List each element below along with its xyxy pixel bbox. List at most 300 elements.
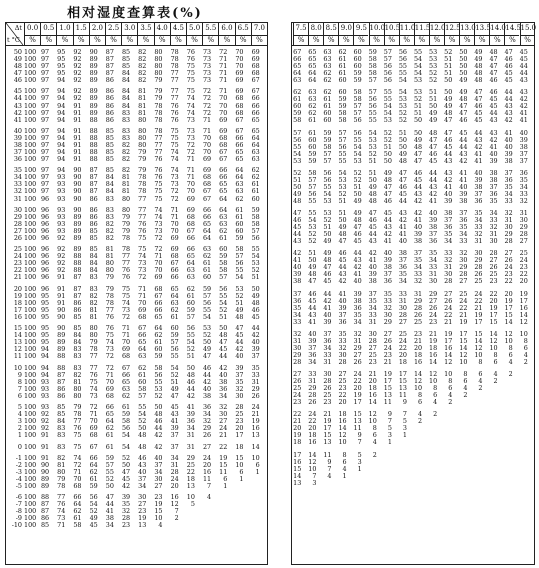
humidity-cell: 37 xyxy=(444,216,453,225)
humidity-cell: 64 xyxy=(105,417,114,426)
row-block xyxy=(6,325,267,360)
humidity-cell: 77 xyxy=(138,194,147,203)
humidity-cell: 53 xyxy=(413,76,423,85)
humidity-cell: 79 xyxy=(57,474,66,483)
row-block xyxy=(6,444,267,451)
humidity-cell: 57 xyxy=(170,338,179,347)
humidity-cell: 21 xyxy=(474,303,483,312)
humidity-cell: 52 xyxy=(154,391,163,400)
humidity-cell: 24 xyxy=(444,303,453,312)
humidity-cell: 75 xyxy=(73,442,82,451)
humidity-cell: 56 xyxy=(398,55,407,64)
humidity-cell: 46 xyxy=(398,182,407,191)
humidity-cell: 6 xyxy=(418,398,423,407)
humidity-cell: 45 xyxy=(398,189,407,198)
humidity-cell: 47 xyxy=(429,135,438,144)
humidity-cell: 44 xyxy=(105,500,114,509)
humidity-cell: 32 xyxy=(202,417,212,426)
humidity-cell: 81 xyxy=(89,305,98,314)
humidity-cell: 30 xyxy=(154,474,163,483)
humidity-cell: 41 xyxy=(459,168,468,177)
humidity-cell: 51 xyxy=(235,298,244,307)
humidity-cell: 71 xyxy=(186,166,195,175)
humidity-cell: 8 xyxy=(463,370,468,378)
humidity-cell: 50 xyxy=(459,69,468,78)
column-header xyxy=(323,23,338,45)
humidity-cell: 86 xyxy=(89,194,98,203)
humidity-cell: 100 xyxy=(24,133,37,142)
humidity-cell: 61 xyxy=(308,116,317,125)
temperature-cell: 7 xyxy=(17,384,22,393)
humidity-cell: 59 xyxy=(219,252,228,261)
humidity-cell: 89 xyxy=(73,212,82,221)
humidity-cell: 49 xyxy=(459,88,468,97)
humidity-cell: 96 xyxy=(40,226,50,235)
humidity-cell: 8 xyxy=(508,343,513,352)
humidity-cell: 70 xyxy=(121,338,131,347)
humidity-cell: 52 xyxy=(235,291,244,300)
humidity-cell: 72 xyxy=(105,352,114,361)
humidity-cell: 85 xyxy=(89,226,98,235)
table-row xyxy=(292,117,534,124)
humidity-cell: 60 xyxy=(154,345,163,354)
humidity-cell: 60 xyxy=(235,226,244,235)
humidity-cell: 8 xyxy=(478,357,483,366)
humidity-cell: 23 xyxy=(383,350,392,359)
humidity-cell: 61 xyxy=(73,514,82,523)
humidity-cell: 21 xyxy=(293,417,302,426)
humidity-cell: 52 xyxy=(353,175,362,184)
humidity-cell: 37 xyxy=(429,230,438,239)
humidity-cell: 35 xyxy=(293,303,302,312)
humidity-cell: 39 xyxy=(186,410,195,419)
humidity-cell: 86 xyxy=(89,205,98,214)
humidity-cell: 58 xyxy=(219,259,228,268)
humidity-cell: 61 xyxy=(105,442,114,451)
humidity-cell: 10 xyxy=(459,357,468,366)
humidity-cell: 43 xyxy=(368,237,377,246)
humidity-cell: 30 xyxy=(459,256,468,265)
humidity-cell: 38 xyxy=(202,391,212,400)
humidity-cell: 23 xyxy=(138,507,147,516)
humidity-cell: 71 xyxy=(219,76,228,85)
column-header xyxy=(474,23,489,45)
humidity-cell: 63 xyxy=(170,298,179,307)
humidity-cell: 10 xyxy=(489,343,498,352)
humidity-cell: 66 xyxy=(89,453,98,462)
humidity-cell: 42 xyxy=(383,230,392,239)
humidity-cell: 73 xyxy=(138,259,147,268)
humidity-cell: 45 xyxy=(383,209,392,217)
humidity-cell: 39 xyxy=(504,149,513,158)
delta-value: 4.0 xyxy=(156,24,168,32)
humidity-cell: 53 xyxy=(154,384,163,393)
humidity-cell: 24 xyxy=(353,370,362,378)
humidity-cell: 73 xyxy=(89,391,98,400)
humidity-cell: 37 xyxy=(170,431,179,440)
humidity-cell: 31 xyxy=(413,289,423,298)
humidity-cell: 66 xyxy=(105,403,114,412)
humidity-cell: 10 xyxy=(413,384,423,393)
humidity-cell: 43 xyxy=(519,88,528,97)
humidity-cell: 47 xyxy=(398,168,407,177)
temperature-cell: 33 xyxy=(13,180,22,189)
humidity-cell: 53 xyxy=(235,284,244,293)
humidity-cell: 44 xyxy=(154,424,163,433)
humidity-cell: 86 xyxy=(105,76,114,85)
humidity-cell: 24 xyxy=(170,474,179,483)
humidity-cell: 86 xyxy=(73,298,82,307)
humidity-cell: 56 xyxy=(368,102,377,111)
humidity-cell: 10 xyxy=(251,453,260,462)
humidity-cell: 32 xyxy=(235,384,244,393)
humidity-cell: 92 xyxy=(40,424,50,433)
humidity-cell: 42 xyxy=(504,116,513,125)
humidity-cell: 27 xyxy=(219,417,228,426)
humidity-cell: 40 xyxy=(293,263,302,272)
humidity-cell: 40 xyxy=(235,352,244,361)
temperature-cell: 2 xyxy=(17,424,22,433)
humidity-cell: 48 xyxy=(293,196,302,205)
temperature-cell: 28 xyxy=(13,219,22,228)
humidity-cell: 38 xyxy=(459,196,468,205)
delta-value: 9.0 xyxy=(340,24,352,32)
column-header xyxy=(154,23,170,45)
humidity-cell: 24 xyxy=(519,256,528,265)
humidity-cell: 92 xyxy=(73,48,82,56)
humidity-cell: 97 xyxy=(40,173,50,182)
humidity-cell: 59 xyxy=(293,109,302,118)
humidity-cell: 93 xyxy=(57,212,66,221)
humidity-cell: 57 xyxy=(353,109,362,118)
humidity-cell: 73 xyxy=(138,266,147,275)
humidity-cell: 48 xyxy=(398,156,407,165)
humidity-cell: 55 xyxy=(413,48,423,56)
humidity-cell: 65 xyxy=(308,62,317,71)
humidity-cell: 43 xyxy=(504,102,513,111)
humidity-cell: 55 xyxy=(138,403,147,412)
humidity-cell: 97 xyxy=(40,166,50,175)
humidity-cell: 65 xyxy=(219,180,228,189)
humidity-cell: 32 xyxy=(293,329,302,338)
humidity-cell: 66 xyxy=(170,273,179,282)
humidity-cell: 83 xyxy=(89,284,98,293)
humidity-cell: 10 xyxy=(474,350,483,359)
humidity-cell: 77 xyxy=(154,140,163,149)
humidity-cell: 37 xyxy=(489,182,498,191)
humidity-cell: 97 xyxy=(40,62,50,71)
humidity-cell: 93 xyxy=(57,194,66,203)
humidity-cell: 37 xyxy=(413,249,423,258)
humidity-cell: 62 xyxy=(105,424,114,433)
humidity-cell: 37 xyxy=(251,352,260,361)
humidity-cell: 67 xyxy=(293,48,302,56)
humidity-cell: 61 xyxy=(338,69,347,78)
humidity-cell: 72 xyxy=(202,101,212,110)
humidity-cell: 48 xyxy=(138,431,147,440)
temperature-cell: 14 xyxy=(13,331,22,340)
humidity-cell: 88 xyxy=(40,493,50,502)
humidity-cell: 100 xyxy=(24,403,37,412)
humidity-cell: 49 xyxy=(459,76,468,85)
humidity-cell: 100 xyxy=(24,245,37,254)
humidity-cell: 85 xyxy=(73,312,82,321)
humidity-cell: 100 xyxy=(24,180,37,189)
unit-label: % xyxy=(236,35,251,45)
humidity-cell: 8 xyxy=(342,450,347,459)
humidity-cell: 53 xyxy=(368,135,377,144)
humidity-cell: 100 xyxy=(24,101,37,110)
humidity-cell: 100 xyxy=(24,338,37,347)
humidity-cell: 8 xyxy=(523,336,528,345)
humidity-cell: 30 xyxy=(398,303,407,312)
unit-label: % xyxy=(57,35,72,45)
humidity-cell: 89 xyxy=(73,226,82,235)
humidity-cell: 91 xyxy=(40,431,50,440)
humidity-cell: 87 xyxy=(105,69,114,78)
humidity-cell: 14 xyxy=(504,317,513,326)
humidity-cell: 48 xyxy=(474,69,483,78)
temperature-cell: 31 xyxy=(13,194,22,203)
humidity-cell: 77 xyxy=(121,259,131,268)
humidity-cell: 76 xyxy=(138,219,147,228)
humidity-cell: 78 xyxy=(57,481,66,490)
humidity-cell: 90 xyxy=(73,205,82,214)
humidity-cell: 53 xyxy=(368,142,377,151)
temperature-cell: 5 xyxy=(17,403,22,412)
humidity-cell: 73 xyxy=(154,226,163,235)
humidity-cell: 19 xyxy=(138,514,147,523)
humidity-cell: 92 xyxy=(73,62,82,71)
unit-label: % xyxy=(445,35,459,45)
humidity-cell: 100 xyxy=(24,521,37,530)
humidity-cell: 57 xyxy=(383,55,392,64)
humidity-cell: 63 xyxy=(251,155,260,164)
row-block xyxy=(292,371,534,406)
humidity-cell: 55 xyxy=(219,291,228,300)
humidity-cell: 28 xyxy=(323,377,332,386)
humidity-cell: 39 xyxy=(353,289,362,298)
humidity-cell: 42 xyxy=(219,363,228,372)
humidity-cell: 41 xyxy=(504,128,513,137)
humidity-cell: 35 xyxy=(474,209,483,217)
humidity-cell: 10 xyxy=(154,514,163,523)
humidity-cell: 42 xyxy=(186,391,195,400)
humidity-cell: 56 xyxy=(368,95,377,104)
humidity-cell: 57 xyxy=(293,128,302,137)
humidity-cell: 20 xyxy=(353,384,362,393)
humidity-cell: 92 xyxy=(73,94,82,103)
humidity-cell: 94 xyxy=(57,166,66,175)
humidity-cell: 100 xyxy=(24,453,37,462)
humidity-cell: 43 xyxy=(308,310,317,319)
humidity-cell: 44 xyxy=(444,149,453,158)
humidity-cell: 47 xyxy=(323,263,332,272)
humidity-cell: 67 xyxy=(251,87,260,96)
humidity-cell: 72 xyxy=(105,363,114,372)
humidity-cell: 11 xyxy=(202,474,212,483)
humidity-cell: 56 xyxy=(353,128,362,137)
humidity-cell: 49 xyxy=(338,223,347,232)
humidity-cell: 73 xyxy=(186,126,195,135)
humidity-cell: 50 xyxy=(459,48,468,56)
humidity-cell: 49 xyxy=(383,168,392,177)
humidity-cell: 48 xyxy=(368,189,377,198)
humidity-cell: 43 xyxy=(413,189,423,198)
humidity-cell: 74 xyxy=(138,252,147,261)
humidity-cell: 29 xyxy=(413,296,423,305)
humidity-cell: 30 xyxy=(489,237,498,246)
humidity-cell: 4 xyxy=(463,384,468,393)
temperature-cell: -6 xyxy=(15,493,22,502)
humidity-cell: 27 xyxy=(504,249,513,258)
humidity-cell: 69 xyxy=(219,115,228,124)
unit-label: % xyxy=(252,35,267,45)
humidity-cell: 78 xyxy=(154,115,163,124)
humidity-cell: 41 xyxy=(519,109,528,118)
humidity-cell: 100 xyxy=(24,391,37,400)
humidity-cell: 100 xyxy=(24,259,37,268)
humidity-cell: 11 xyxy=(219,467,228,476)
humidity-cell: 66 xyxy=(219,166,228,175)
humidity-cell: 43 xyxy=(444,156,453,165)
humidity-cell: 19 xyxy=(519,289,528,298)
humidity-cell: 59 xyxy=(308,156,317,165)
humidity-cell: 14 xyxy=(489,329,498,338)
humidity-cell: 41 xyxy=(383,237,392,246)
humidity-cell: 73 xyxy=(202,55,212,64)
humidity-cell: 48 xyxy=(323,256,332,265)
humidity-cell: 34 xyxy=(308,357,317,366)
humidity-cell: 63 xyxy=(251,148,260,157)
humidity-cell: 54 xyxy=(235,273,244,282)
humidity-cell: 34 xyxy=(489,209,498,217)
humidity-cell: 82 xyxy=(138,48,147,56)
humidity-cell: 44 xyxy=(413,182,423,191)
humidity-cell: 25 xyxy=(413,317,423,326)
humidity-cell: 51 xyxy=(170,377,179,386)
humidity-cell: 23 xyxy=(293,398,302,407)
humidity-cell: 82 xyxy=(121,148,131,157)
humidity-cell: 37 xyxy=(398,256,407,265)
humidity-cell: 2 xyxy=(523,357,528,366)
humidity-cell: 82 xyxy=(73,370,82,379)
humidity-cell: 79 xyxy=(154,94,163,103)
humidity-cell: 81 xyxy=(121,180,131,189)
delta-value: 0.5 xyxy=(43,24,55,32)
humidity-cell: 73 xyxy=(170,173,179,182)
humidity-cell: 85 xyxy=(73,324,82,333)
humidity-cell: 47 xyxy=(338,237,347,246)
humidity-cell: 47 xyxy=(219,338,228,347)
humidity-cell: 52 xyxy=(219,305,228,314)
humidity-cell: 57 xyxy=(368,76,377,85)
humidity-cell: 50 xyxy=(138,424,147,433)
humidity-cell: 19 xyxy=(323,417,332,426)
humidity-cell: 45 xyxy=(293,223,302,232)
temperature-cell: 1 xyxy=(17,431,22,440)
humidity-cell: 63 xyxy=(202,245,212,254)
humidity-cell: 33 xyxy=(398,289,407,298)
humidity-cell: 66 xyxy=(219,173,228,182)
humidity-cell: 33 xyxy=(474,223,483,232)
humidity-cell: 48 xyxy=(353,216,362,225)
humidity-cell: 76 xyxy=(170,101,179,110)
humidity-cell: 64 xyxy=(308,69,317,78)
humidity-cell: 70 xyxy=(235,48,244,56)
humidity-cell: 31 xyxy=(368,317,377,326)
humidity-cell: 82 xyxy=(89,298,98,307)
humidity-cell: 59 xyxy=(323,128,332,137)
humidity-cell: 30 xyxy=(444,270,453,279)
humidity-cell: 85 xyxy=(121,62,131,71)
row-block xyxy=(6,455,267,490)
humidity-cell: 100 xyxy=(24,48,37,56)
humidity-cell: 43 xyxy=(504,109,513,118)
humidity-cell: 49 xyxy=(368,182,377,191)
humidity-cell: 69 xyxy=(251,48,260,56)
humidity-cell: 78 xyxy=(138,180,147,189)
unit-label: % xyxy=(475,35,489,45)
humidity-cell: 71 xyxy=(219,87,228,96)
table-row xyxy=(292,158,534,165)
humidity-cell: 56 xyxy=(186,324,195,333)
humidity-cell: 42 xyxy=(474,142,483,151)
humidity-cell: 87 xyxy=(105,55,114,64)
humidity-cell: 19 xyxy=(429,336,438,345)
humidity-cell: 76 xyxy=(154,155,163,164)
humidity-cell: 49 xyxy=(413,135,423,144)
humidity-cell: 85 xyxy=(57,410,66,419)
humidity-cell: 34 xyxy=(474,216,483,225)
humidity-cell: 20 xyxy=(293,424,302,433)
humidity-cell: 46 xyxy=(474,102,483,111)
humidity-cell: 43 xyxy=(489,116,498,125)
humidity-cell: 73 xyxy=(105,345,114,354)
humidity-cell: 85 xyxy=(105,140,114,149)
humidity-cell: 96 xyxy=(40,259,50,268)
humidity-cell: 42 xyxy=(154,442,163,451)
humidity-cell: 63 xyxy=(323,62,332,71)
humidity-cell: 97 xyxy=(40,148,50,157)
humidity-cell: 19 xyxy=(219,453,228,462)
humidity-cell: 64 xyxy=(235,166,244,175)
humidity-cell: 40 xyxy=(474,168,483,177)
humidity-cell: 95 xyxy=(57,48,66,56)
humidity-cell: 76 xyxy=(121,273,131,282)
humidity-cell: 70 xyxy=(202,140,212,149)
humidity-cell: 100 xyxy=(24,291,37,300)
humidity-cell: 77 xyxy=(170,76,179,85)
humidity-cell: 21 xyxy=(219,431,228,440)
humidity-cell: 83 xyxy=(73,345,82,354)
humidity-cell: 80 xyxy=(105,266,114,275)
humidity-cell: 68 xyxy=(89,431,98,440)
humidity-cell: 41 xyxy=(353,270,362,279)
humidity-cell: 83 xyxy=(121,115,131,124)
humidity-cell: 44 xyxy=(474,128,483,137)
humidity-cell: 36 xyxy=(519,168,528,177)
temperature-cell: 16 xyxy=(13,312,22,321)
humidity-cell: 55 xyxy=(105,467,114,476)
humidity-cell: 50 xyxy=(413,128,423,137)
delta-value: 9.5 xyxy=(355,24,367,32)
humidity-cell: 92 xyxy=(57,266,66,275)
temperature-cell: -9 xyxy=(15,514,22,523)
humidity-cell: 55 xyxy=(338,156,347,165)
humidity-cell: 91 xyxy=(73,101,82,110)
column-header xyxy=(186,23,202,45)
